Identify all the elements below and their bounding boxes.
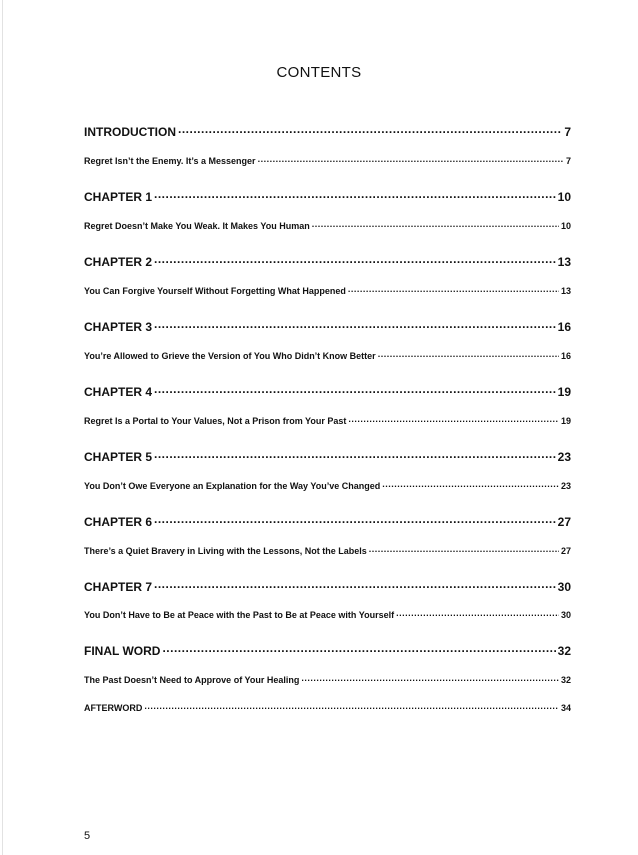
toc-entry-page: 19 — [557, 385, 571, 399]
toc-leader-dots — [378, 350, 559, 359]
toc-entry-label: You Don’t Have to Be at Peace with the Past to Be at Peace with Yourself — [84, 610, 395, 620]
toc-entry-label: FINAL WORD — [84, 644, 161, 658]
toc-entry-label: CHAPTER 7 — [84, 580, 153, 594]
toc-entry[interactable] — [84, 155, 571, 166]
toc-entry-page: 19 — [560, 416, 571, 426]
toc-entry[interactable] — [84, 643, 571, 658]
toc-entry-page: 23 — [557, 450, 571, 464]
toc-entry-label: CHAPTER 5 — [84, 450, 153, 464]
toc-entry-label: CHAPTER 2 — [84, 255, 153, 269]
toc-entry[interactable] — [84, 702, 571, 713]
toc-entry[interactable] — [84, 415, 571, 426]
toc-entry-page: 32 — [560, 675, 571, 685]
toc-entry-page: 23 — [560, 481, 571, 491]
toc-entry[interactable] — [84, 545, 571, 556]
toc-entry-label: CHAPTER 6 — [84, 515, 153, 529]
toc-entry[interactable] — [84, 220, 571, 231]
toc-entry-label: AFTERWORD — [84, 703, 143, 713]
toc-leader-dots — [154, 384, 556, 396]
toc-entry-label: The Past Doesn’t Need to Approve of Your Healing — [84, 675, 300, 685]
toc-leader-dots — [144, 702, 559, 711]
toc-entry-page: 32 — [557, 644, 571, 658]
contents-title: CONTENTS — [276, 64, 362, 81]
toc-entry-label: You’re Allowed to Grieve the Version of You Who Didn’t Know Better — [84, 351, 376, 361]
toc-leader-dots — [348, 285, 559, 294]
toc-entry[interactable] — [84, 609, 571, 620]
toc-entry[interactable] — [84, 480, 571, 491]
toc-entry-label: Regret Is a Portal to Your Values, Not a Prison from Your Past — [84, 416, 347, 426]
toc-entry[interactable] — [84, 350, 571, 361]
toc-entry[interactable] — [84, 189, 571, 204]
toc-entry-label: You Can Forgive Yourself Without Forgetting What Happened — [84, 286, 346, 296]
toc-leader-dots — [258, 155, 564, 164]
toc-entry-page: 34 — [560, 703, 571, 713]
toc-entry-label: CHAPTER 3 — [84, 320, 153, 334]
toc-entry[interactable] — [84, 384, 571, 399]
toc-entry-page: 30 — [560, 610, 571, 620]
toc-entry-page: 30 — [557, 580, 571, 594]
toc-leader-dots — [301, 674, 559, 683]
toc-entry[interactable] — [84, 254, 571, 269]
toc-entry-page: 7 — [565, 156, 571, 166]
toc-entry-label: Regret Doesn’t Make You Weak. It Makes You Human — [84, 221, 310, 231]
toc-entry-page: 10 — [557, 190, 571, 204]
toc-leader-dots — [178, 124, 562, 136]
toc-leader-dots — [154, 189, 556, 201]
toc-entry-label: There’s a Quiet Bravery in Living with the Lessons, Not the Labels — [84, 546, 367, 556]
toc-entry[interactable] — [84, 319, 571, 334]
page-number: 5 — [84, 830, 91, 842]
toc-leader-dots — [154, 514, 556, 526]
toc-entry-label: INTRODUCTION — [84, 125, 176, 139]
toc-entry-page: 13 — [557, 255, 571, 269]
toc-entry[interactable] — [84, 124, 571, 139]
toc-entry-label: Regret Isn’t the Enemy. It’s a Messenger — [84, 156, 256, 166]
page-edge — [2, 0, 3, 855]
toc-leader-dots — [154, 319, 556, 331]
toc-entry[interactable] — [84, 285, 571, 296]
toc-entry-page: 27 — [560, 546, 571, 556]
toc-entry[interactable] — [84, 674, 571, 685]
toc-entry-page: 16 — [560, 351, 571, 361]
toc-leader-dots — [162, 643, 555, 655]
toc-leader-dots — [382, 480, 559, 489]
toc-entry-label: CHAPTER 4 — [84, 385, 153, 399]
toc-entry-page: 7 — [564, 125, 571, 139]
toc-entry[interactable] — [84, 514, 571, 529]
toc-leader-dots — [154, 579, 556, 591]
toc-entry-page: 10 — [560, 221, 571, 231]
toc-leader-dots — [312, 220, 559, 229]
toc-entry[interactable] — [84, 579, 571, 594]
toc-entry[interactable] — [84, 449, 571, 464]
toc-leader-dots — [154, 254, 556, 266]
toc-entry-page: 13 — [560, 286, 571, 296]
toc-entry-label: CHAPTER 1 — [84, 190, 153, 204]
toc-entry-label: You Don’t Owe Everyone an Explanation for the Way You’ve Changed — [84, 481, 381, 491]
toc-leader-dots — [348, 415, 559, 424]
toc-entry-page: 27 — [557, 515, 571, 529]
toc-leader-dots — [396, 609, 559, 618]
toc-leader-dots — [154, 449, 556, 461]
toc-entry-page: 16 — [557, 320, 571, 334]
toc-leader-dots — [369, 545, 559, 554]
